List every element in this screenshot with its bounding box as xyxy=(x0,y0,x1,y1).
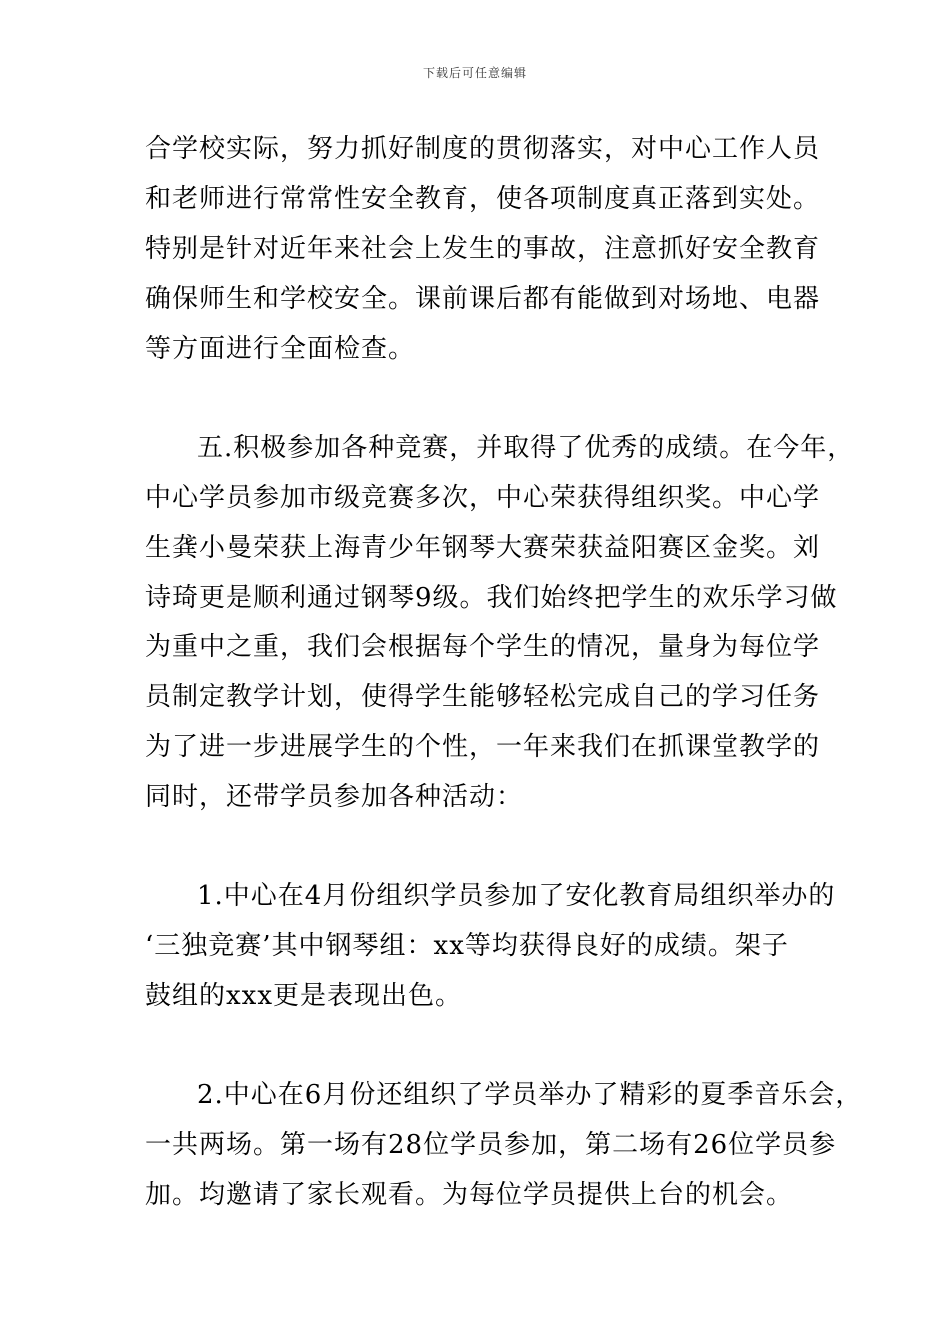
paragraph-1-line-2: 和老师进行常常性安全教育，使各项制度真正落到实处。 xyxy=(145,184,821,214)
paragraph-1-line-3: 特别是针对近年来社会上发生的事故，注意抓好安全教育 xyxy=(145,234,821,264)
paragraph-2-line-2: 中心学员参加市级竞赛多次，中心荣获得组织奖。中心学 xyxy=(145,483,821,513)
paragraph-2-line-7: 为了进一步进展学生的个性，一年来我们在抓课堂教学的 xyxy=(145,732,821,762)
paragraph-3-line-1: 1.中心在4月份组织学员参加了安化教育局组织举办的 xyxy=(197,881,836,911)
paragraph-1-line-1: 合学校实际，努力抓好制度的贯彻落实，对中心工作人员 xyxy=(145,134,821,164)
paragraph-4-line-3: 加。均邀请了家长观看。为每位学员提供上台的机会。 xyxy=(145,1180,794,1210)
paragraph-2-line-4: 诗琦更是顺利通过钢琴9级。我们始终把学生的欢乐学习做 xyxy=(145,583,838,613)
paragraph-4-line-2: 一共两场。第一场有28位学员参加，第二场有26位学员参 xyxy=(145,1130,837,1160)
page-header: 下载后可任意编辑 xyxy=(422,66,527,80)
paragraph-2-line-5: 为重中之重，我们会根据每个学生的情况，量身为每位学 xyxy=(145,632,821,662)
paragraph-2-line-6: 员制定教学计划，使得学生能够轻松完成自己的学习任务 xyxy=(145,682,821,712)
paragraph-2-line-8: 同时，还带学员参加各种活动： xyxy=(145,782,524,812)
paragraph-3-line-3: 鼓组的xxx更是表现出色。 xyxy=(145,981,462,1011)
paragraph-4-line-1: 2.中心在6月份还组织了学员举办了精彩的夏季音乐会， xyxy=(197,1080,863,1110)
paragraph-1-line-5: 等方面进行全面检查。 xyxy=(145,334,416,364)
paragraph-2-line-3: 生龚小曼荣获上海青少年钢琴大赛荣获益阳赛区金奖。刘 xyxy=(145,533,821,563)
paragraph-1-line-4: 确保师生和学校安全。课前课后都有能做到对场地、电器 xyxy=(145,284,821,314)
paragraph-3-line-2: ‘三独竞赛’其中钢琴组：xx等均获得良好的成绩。架子 xyxy=(145,931,789,961)
paragraph-2-line-1: 五.积极参加各种竞赛，并取得了优秀的成绩。在今年， xyxy=(197,433,855,463)
